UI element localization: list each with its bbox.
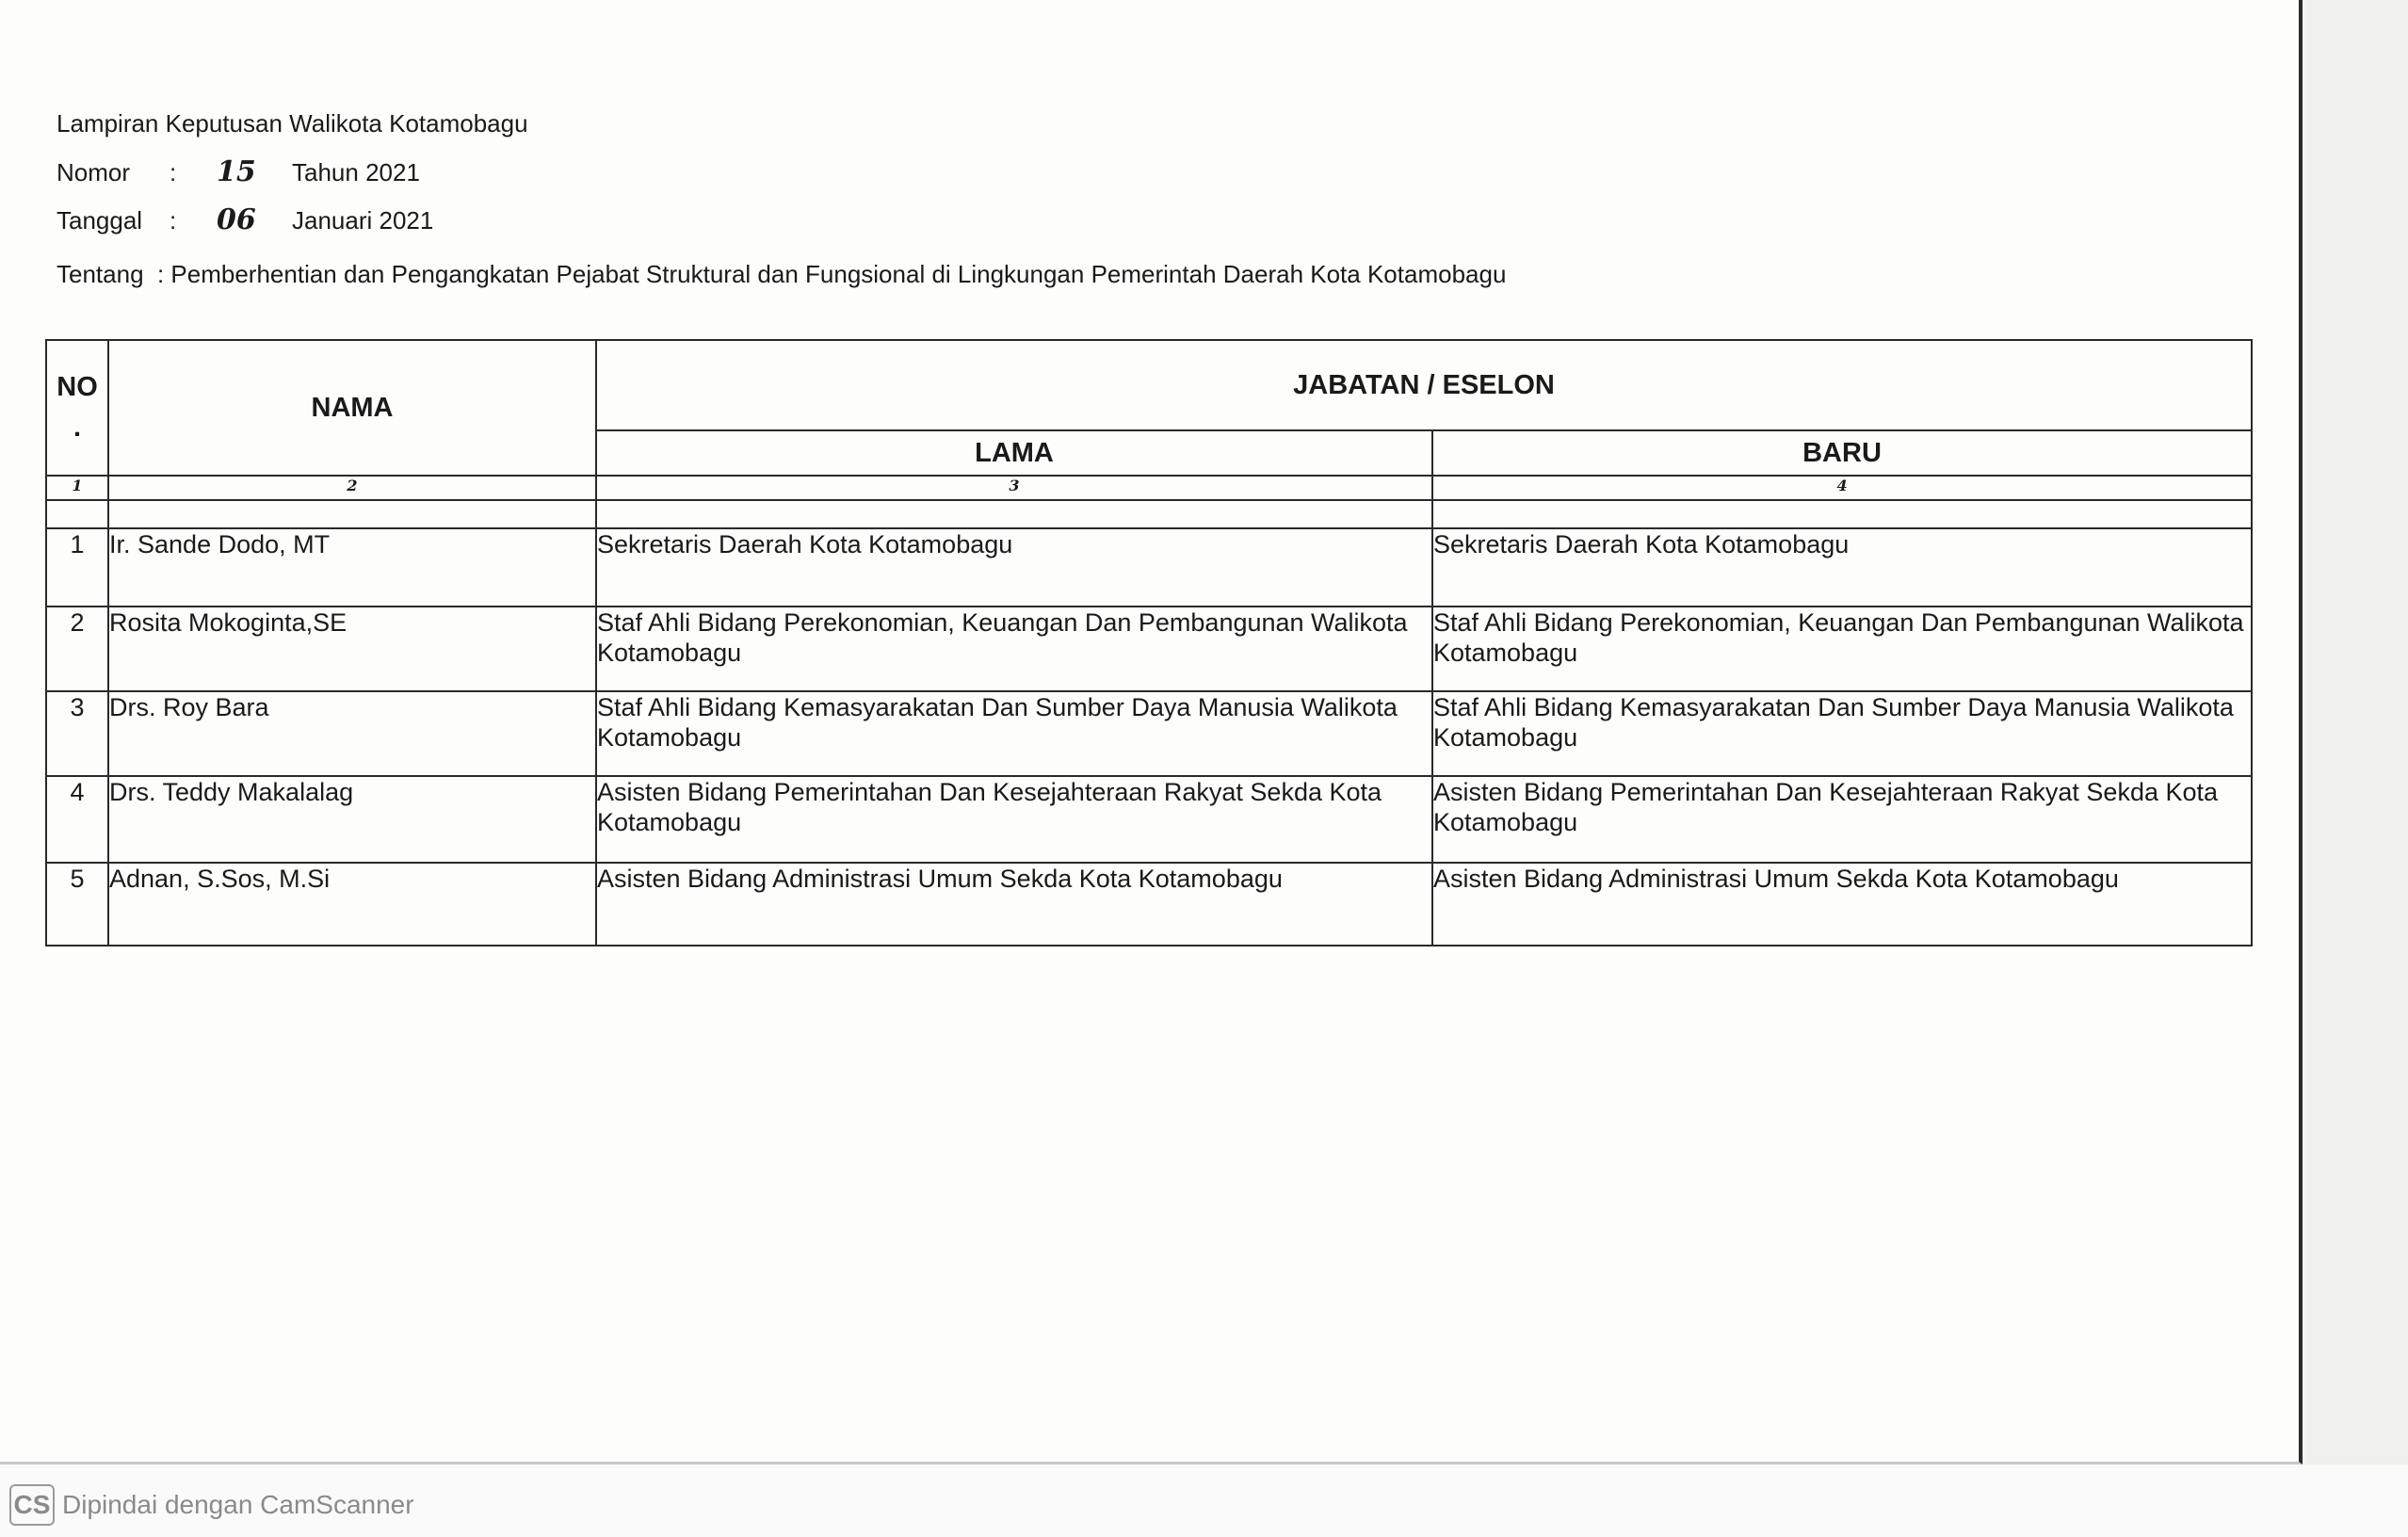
row-no: 2 bbox=[46, 607, 108, 691]
row-no: 3 bbox=[46, 691, 108, 776]
table-row bbox=[46, 691, 2252, 776]
row-baru: Asisten Bidang Pemerintahan Dan Kesejahteraan Rakyat Sekda Kota Kotamobagu bbox=[1432, 776, 2252, 863]
appointment-table bbox=[45, 339, 2253, 946]
row-no: 4 bbox=[46, 776, 108, 863]
row-no: 1 bbox=[46, 528, 108, 607]
row-nama: Adnan, S.Sos, M.Si bbox=[108, 863, 596, 946]
table-row bbox=[46, 607, 2252, 691]
header-nomor bbox=[57, 155, 420, 188]
scan-margin bbox=[2306, 0, 2408, 1537]
row-nama: Drs. Teddy Makalalag bbox=[108, 776, 596, 863]
col-number: 3 bbox=[596, 476, 1432, 500]
col-no-label: NO bbox=[57, 371, 98, 402]
row-baru: Sekretaris Daerah Kota Kotamobagu bbox=[1432, 528, 2252, 607]
row-nama: Ir. Sande Dodo, MT bbox=[108, 528, 596, 607]
col-no-dot: . bbox=[73, 413, 82, 443]
header-tentang bbox=[57, 262, 1506, 286]
tentang-label: Tentang bbox=[57, 260, 144, 288]
row-lama: Sekretaris Daerah Kota Kotamobagu bbox=[596, 528, 1432, 607]
col-lama-header: LAMA bbox=[596, 430, 1432, 476]
nomor-label: Nomor bbox=[57, 158, 131, 186]
col-jabatan-header: JABATAN / ESELON bbox=[596, 340, 2252, 430]
row-baru: Staf Ahli Bidang Perekonomian, Keuangan Dan Pembangunan Walikota Kotamobagu bbox=[1432, 607, 2252, 691]
col-number: 4 bbox=[1432, 476, 2252, 500]
header-tanggal bbox=[57, 203, 434, 236]
tentang-text: : Pemberhentian dan Pengangkatan Pejabat Struktural dan Fungsional di Lingkungan Pemerintah Daerah Kota Kotamobagu bbox=[156, 260, 1507, 288]
tanggal-rest: Januari 2021 bbox=[292, 206, 434, 235]
row-nama: Drs. Roy Bara bbox=[108, 691, 596, 776]
header-title: Lampiran Keputusan Walikota Kotamobagu bbox=[57, 109, 528, 138]
row-lama: Staf Ahli Bidang Perekonomian, Keuangan Dan Pembangunan Walikota Kotamobagu bbox=[596, 607, 1432, 691]
camscanner-watermark bbox=[9, 1484, 414, 1526]
col-baru-header: BARU bbox=[1432, 430, 2252, 476]
row-no: 5 bbox=[46, 863, 108, 946]
row-lama: Asisten Bidang Administrasi Umum Sekda Kota Kotamobagu bbox=[596, 863, 1432, 946]
table-row bbox=[46, 528, 2252, 607]
nomor-year: Tahun 2021 bbox=[292, 158, 420, 186]
blank-row bbox=[46, 500, 2252, 528]
table-row bbox=[46, 776, 2252, 863]
row-baru: Asisten Bidang Administrasi Umum Sekda Kota Kotamobagu bbox=[1432, 863, 2252, 946]
col-nama-header: NAMA bbox=[108, 340, 596, 476]
col-number: 1 bbox=[46, 476, 108, 500]
row-lama: Staf Ahli Bidang Kemasyarakatan Dan Sumber Daya Manusia Walikota Kotamobagu bbox=[596, 691, 1432, 776]
nomor-colon: : bbox=[170, 158, 177, 186]
nomor-value: 15 bbox=[217, 155, 256, 188]
row-baru: Staf Ahli Bidang Kemasyarakatan Dan Sumber Daya Manusia Walikota Kotamobagu bbox=[1432, 691, 2252, 776]
camscanner-icon: CS bbox=[9, 1484, 55, 1526]
table-row bbox=[46, 863, 2252, 946]
col-no-header bbox=[46, 340, 108, 476]
tanggal-label: Tanggal bbox=[57, 206, 143, 235]
column-number-row bbox=[46, 476, 2252, 500]
table-header-row bbox=[46, 340, 2252, 430]
row-nama: Rosita Mokoginta,SE bbox=[108, 607, 596, 691]
row-lama: Asisten Bidang Pemerintahan Dan Kesejahteraan Rakyat Sekda Kota Kotamobagu bbox=[596, 776, 1432, 863]
tanggal-day: 06 bbox=[217, 203, 256, 236]
camscanner-text: Dipindai dengan CamScanner bbox=[62, 1490, 414, 1519]
col-number: 2 bbox=[108, 476, 596, 500]
tanggal-colon: : bbox=[170, 206, 177, 235]
